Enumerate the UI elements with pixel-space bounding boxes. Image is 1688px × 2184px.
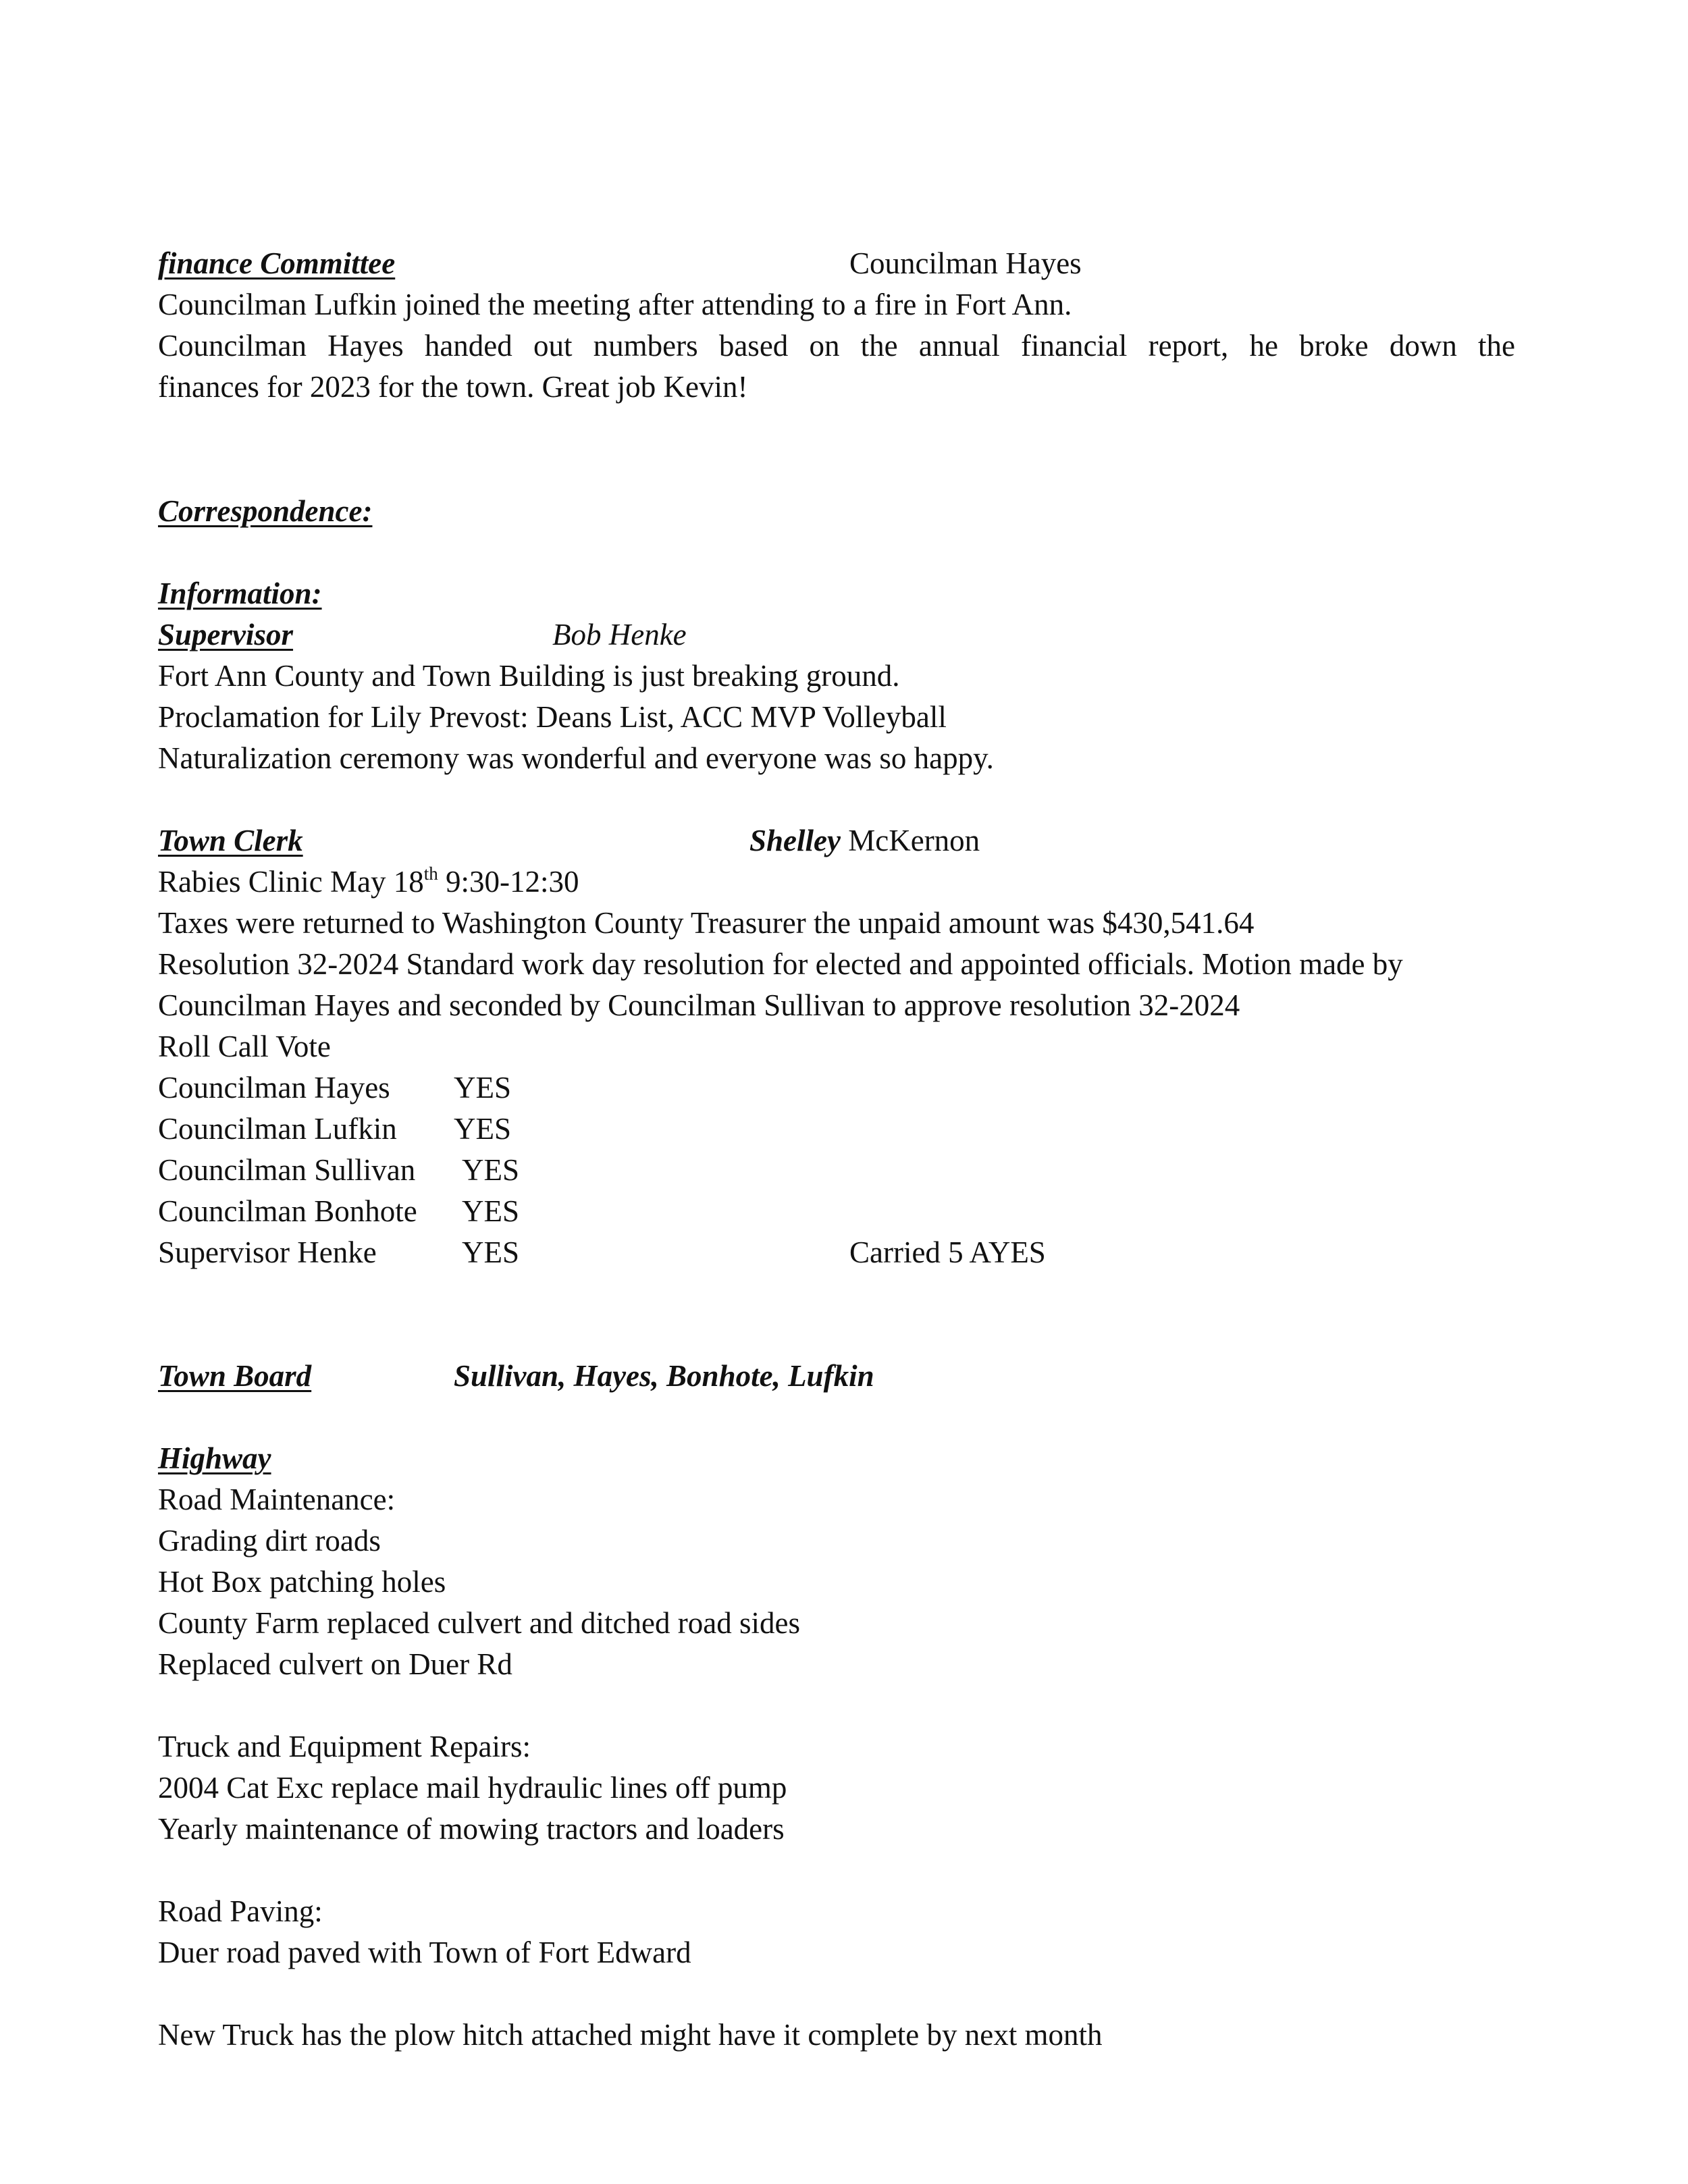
town-clerk-first-name: Shelley bbox=[749, 824, 841, 857]
finance-committee-person: Councilman Hayes bbox=[849, 246, 1082, 280]
vote-name: Councilman Hayes bbox=[158, 1071, 390, 1104]
road-paving-item: Duer road paved with Town of Fort Edward bbox=[158, 1936, 691, 1969]
resolution-line: Councilman Hayes and seconded by Councilman Sullivan to approve resolution 32-2024 bbox=[158, 988, 1240, 1022]
vote-name: Supervisor Henke bbox=[158, 1235, 377, 1269]
road-maintenance-item: County Farm replaced culvert and ditched road sides bbox=[158, 1606, 800, 1640]
supervisor-person: Bob Henke bbox=[552, 618, 687, 651]
supervisor-line: Naturalization ceremony was wonderful and everyone was so happy. bbox=[158, 741, 994, 775]
road-maintenance-item: Replaced culvert on Duer Rd bbox=[158, 1647, 512, 1681]
town-clerk-person bbox=[749, 820, 980, 861]
truck-repairs-item: 2004 Cat Exc replace mail hydraulic lines off pump bbox=[158, 1771, 787, 1805]
finance-line: finances for 2023 for the town. Great job Kevin! bbox=[158, 370, 748, 404]
finance-committee-heading: finance Committee bbox=[158, 246, 396, 280]
supervisor-line: Proclamation for Lily Prevost: Deans List, ACC MVP Volleyball bbox=[158, 700, 947, 734]
truck-repairs-heading: Truck and Equipment Repairs: bbox=[158, 1730, 531, 1763]
roll-call-heading: Roll Call Vote bbox=[158, 1030, 331, 1063]
vote-value: YES bbox=[462, 1153, 520, 1187]
supervisor-heading: Supervisor bbox=[158, 618, 294, 651]
rabies-clinic-line bbox=[158, 861, 579, 903]
vote-value: YES bbox=[462, 1194, 520, 1228]
vote-name: Councilman Lufkin bbox=[158, 1112, 397, 1146]
resolution-line: Resolution 32-2024 Standard work day resolution for elected and appointed officials. Motion made by bbox=[158, 947, 1403, 981]
rabies-clinic-date: Rabies Clinic May 18 bbox=[158, 865, 424, 899]
finance-line: Councilman Lufkin joined the meeting after attending to a fire in Fort Ann. bbox=[158, 288, 1072, 321]
rabies-clinic-time: 9:30-12:30 bbox=[438, 865, 579, 899]
new-truck-line: New Truck has the plow hitch attached might have it complete by next month bbox=[158, 2018, 1103, 2052]
finance-line: Councilman Hayes handed out numbers based on the annual financial report, he broke down the bbox=[158, 329, 1515, 363]
vote-name: Councilman Bonhote bbox=[158, 1194, 417, 1228]
town-clerk-last-name: McKernon bbox=[848, 824, 980, 857]
highway-heading: Highway bbox=[158, 1441, 271, 1475]
vote-name: Councilman Sullivan bbox=[158, 1153, 416, 1187]
road-maintenance-item: Grading dirt roads bbox=[158, 1524, 381, 1557]
road-maintenance-item: Hot Box patching holes bbox=[158, 1565, 446, 1599]
town-board-heading: Town Board bbox=[158, 1359, 312, 1393]
town-board-members: Sullivan, Hayes, Bonhote, Lufkin bbox=[454, 1359, 874, 1393]
town-clerk-heading: Town Clerk bbox=[158, 824, 303, 857]
supervisor-line: Fort Ann County and Town Building is just breaking ground. bbox=[158, 659, 900, 693]
truck-repairs-item: Yearly maintenance of mowing tractors and loaders bbox=[158, 1812, 785, 1846]
vote-value: YES bbox=[454, 1071, 512, 1104]
vote-value: YES bbox=[454, 1112, 512, 1146]
vote-result: Carried 5 AYES bbox=[849, 1235, 1046, 1269]
taxes-line: Taxes were returned to Washington County Treasurer the unpaid amount was $430,541.64 bbox=[158, 906, 1255, 940]
road-maintenance-heading: Road Maintenance: bbox=[158, 1483, 396, 1516]
road-paving-heading: Road Paving: bbox=[158, 1894, 323, 1928]
rabies-clinic-suffix: th bbox=[423, 863, 438, 884]
information-heading: Information: bbox=[158, 577, 322, 610]
correspondence-heading: Correspondence: bbox=[158, 494, 373, 528]
vote-value: YES bbox=[462, 1235, 520, 1269]
